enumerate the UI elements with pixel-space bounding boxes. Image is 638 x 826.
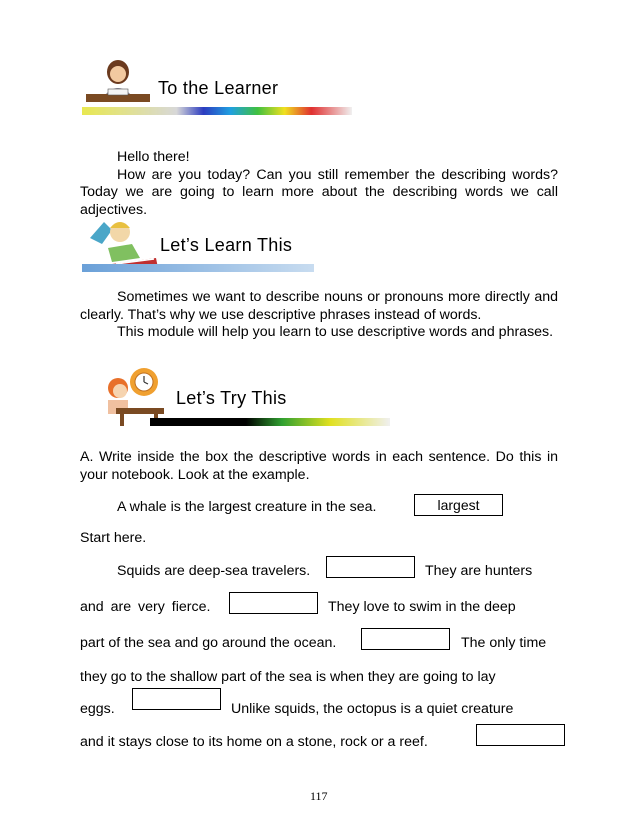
learn-text bbox=[80, 289, 558, 342]
answer-box-5[interactable] bbox=[476, 724, 565, 746]
answer-box-4[interactable] bbox=[132, 688, 221, 710]
passage-line-5b: Unlike squids, the octopus is a quiet creature bbox=[231, 701, 514, 717]
rainbow-divider bbox=[82, 107, 352, 115]
passage-line-2a: and are very fierce. bbox=[80, 599, 211, 615]
passage-line-1b: They are hunters bbox=[425, 563, 533, 579]
example-answer-box: largest bbox=[414, 494, 503, 516]
page-number: 117 bbox=[310, 789, 328, 803]
passage-line-3b: The only time bbox=[461, 635, 547, 651]
learn-paragraph-2: This module will help you learn to use descriptive words and phrases. bbox=[117, 324, 554, 340]
learn-paragraph-1: Sometimes we want to describe nouns or pronouns more directly and clearly. That’s why we use descriptive phrases instead of words. bbox=[80, 289, 558, 323]
passage-line-4: they go to the shallow part of the sea is when they are going to lay bbox=[80, 669, 496, 685]
start-label: Start here. bbox=[80, 530, 147, 546]
section-title-learner: To the Learner bbox=[158, 78, 279, 98]
answer-box-1[interactable] bbox=[326, 556, 415, 578]
answer-box-3[interactable] bbox=[361, 628, 450, 650]
section-title-try: Let’s Try This bbox=[176, 388, 287, 408]
passage-line-5a: eggs. bbox=[80, 701, 115, 717]
greeting: Hello there! bbox=[117, 149, 190, 165]
blue-divider bbox=[82, 264, 314, 272]
passage-line-3a: part of the sea and go around the ocean. bbox=[80, 635, 337, 651]
learner-paragraph: How are you today? Can you still remember the describing words? Today we are going to learn more about the describing words we call adjectives. bbox=[80, 166, 558, 218]
instruction-text: A. Write inside the box the descriptive words in each sentence. Do this in your notebook. Look at the example. bbox=[80, 449, 558, 483]
teacher-at-desk-icon bbox=[82, 58, 154, 104]
child-writing-clock-icon bbox=[96, 366, 168, 426]
black-green-divider bbox=[150, 418, 390, 426]
example-sentence: A whale is the largest creature in the sea. bbox=[117, 499, 377, 515]
answer-box-2[interactable] bbox=[229, 592, 318, 614]
passage-line-6: and it stays close to its home on a stone, rock or a reef. bbox=[80, 734, 428, 750]
passage-line-2b: They love to swim in the deep bbox=[328, 599, 516, 615]
passage-line-1a: Squids are deep-sea travelers. bbox=[117, 563, 311, 579]
section-title-learn: Let’s Learn This bbox=[160, 235, 293, 255]
